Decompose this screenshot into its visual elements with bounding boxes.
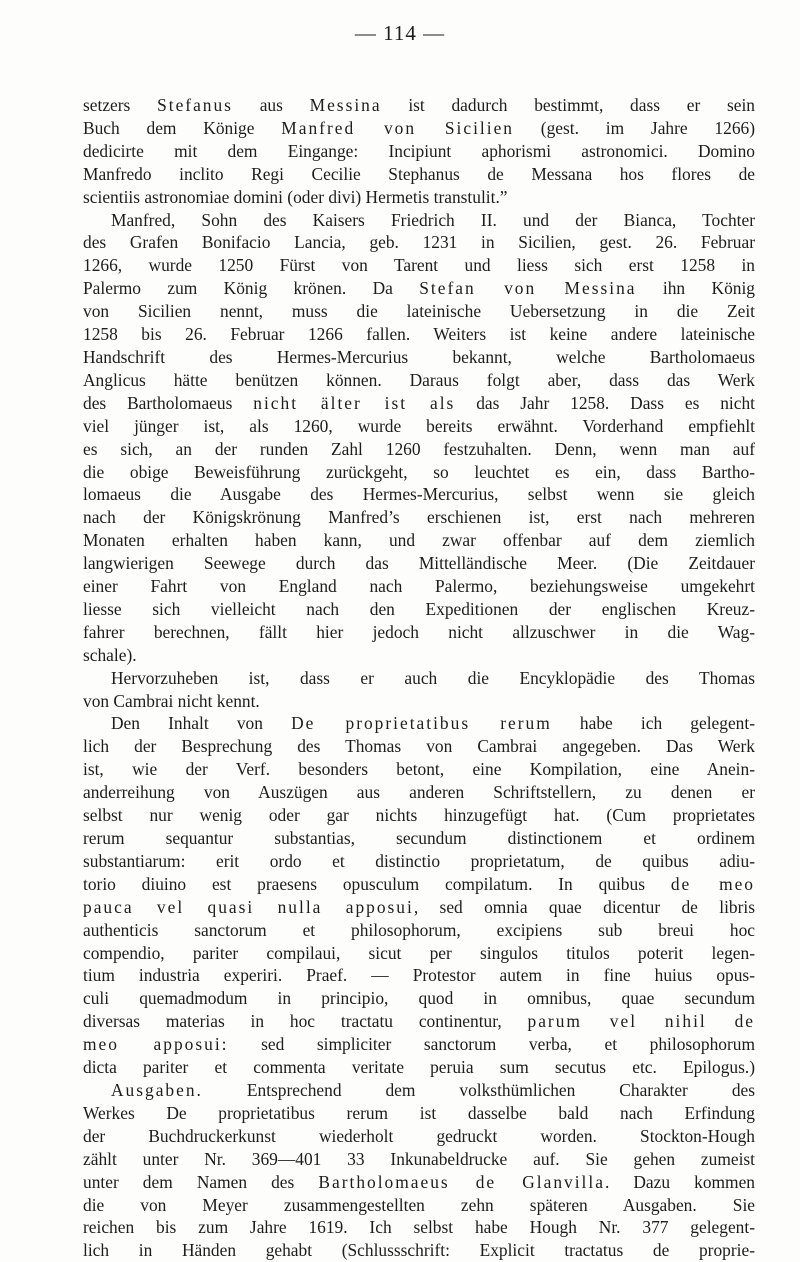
text-run: tium industria experiri. Praef. — Protestor autem in fine huius opus- — [83, 965, 755, 986]
text-run: lich in Händen gehabt (Schlussschrift: Explicit tractatus de proprie- — [83, 1240, 755, 1261]
text-run: Hervorzuheben ist, dass er auch die Encyklopädie des Thomas — [111, 667, 755, 688]
spaced-emphasis: de meo — [670, 873, 756, 894]
text-run: ist, wie der Verf. besonders betont, eine Kompilation, eine Anein- — [83, 759, 755, 780]
spaced-emphasis: Stefanus — [157, 95, 233, 115]
text-line — [83, 1239, 755, 1262]
text-run: fahrer berechnen, fällt hier jedoch nicht allzuschwer in die Wag- — [83, 621, 755, 642]
text-line — [83, 712, 755, 735]
text-run: ihn König — [636, 278, 755, 299]
text-run: von Cambrai nicht kennt. — [83, 690, 260, 711]
text-run: es sich, an der runden Zahl 1260 festzuhalten. Denn, wenn man auf — [83, 438, 755, 459]
text-run: diversas materias in hoc tractatu continentur, — [83, 1011, 528, 1032]
text-line — [83, 369, 755, 392]
text-line — [83, 827, 755, 850]
text-run: culi quemadmodum in principio, quod in omnibus, quae secundum — [83, 988, 755, 1009]
text-run: von Sicilien nennt, muss die lateinische Uebersetzung in die Zeit — [83, 301, 755, 322]
text-line — [83, 964, 755, 987]
text-line — [83, 873, 755, 896]
spaced-emphasis: Manfred von Sicilien — [281, 117, 514, 138]
text-run: einer Fahrt von England nach Palermo, beziehungsweise umgekehrt — [83, 576, 755, 597]
text-run: , sed omnia quae dicentur de libris — [413, 896, 756, 917]
text-run: Den Inhalt von — [111, 713, 292, 734]
text-line — [83, 483, 755, 506]
text-run: dicta pariter et commenta veritate peruia sum secutus etc. Epilogus.) — [83, 1057, 755, 1078]
text-run: selbst nur wenig oder gar nichts hinzugefügt hat. (Cum proprietates — [83, 805, 755, 826]
text-line — [83, 231, 755, 254]
text-run: Handschrift des Hermes-Mercurius bekannt, welche Bartholomaeus — [83, 346, 755, 367]
text-line — [83, 346, 755, 369]
text-run: rerum sequantur substantias, secundum distinctionem et ordinem — [83, 828, 755, 848]
text-run: liesse sich vielleicht nach den Expeditionen der englischen Kreuz- — [83, 598, 755, 619]
text-line — [83, 1171, 755, 1194]
spaced-emphasis: nicht älter ist als — [253, 392, 456, 413]
text-run: viel jünger ist, als 1260, wurde bereits erwähnt. Vorderhand empfiehlt — [83, 415, 755, 436]
text-run: Entsprechend dem volksthümlichen Charakter des — [202, 1079, 755, 1100]
text-line — [83, 163, 755, 186]
text-run: (gest. im Jahre 1266) — [514, 117, 756, 138]
text-line — [83, 667, 755, 690]
text-line — [83, 1102, 755, 1125]
text-run: lomaeus die Ausgabe des Hermes-Mercurius, selbst wenn sie gleich — [83, 484, 755, 505]
text-run: setzers — [83, 95, 158, 115]
text-run: ist dadurch bestimmt, dass er sein — [381, 95, 755, 115]
text-line — [83, 1010, 755, 1033]
text-line — [83, 209, 755, 232]
text-line — [83, 621, 755, 644]
text-run: langwierigen Seewege durch das Mittelländische Meer. (Die Zeitdauer — [83, 553, 755, 574]
text-run: nach der Königskrönung Manfred’s erschienen ist, erst nach mehreren — [83, 507, 755, 528]
text-line — [83, 804, 755, 827]
text-run: der Buchdruckerkunst wiederholt gedruckt worden. Stockton-Hough — [83, 1125, 755, 1146]
text-line — [83, 529, 755, 552]
text-run: Palermo zum König krönen. Da — [83, 278, 420, 299]
text-line — [83, 1033, 755, 1056]
text-line — [83, 461, 755, 484]
text-line — [83, 1079, 755, 1102]
text-run: schale). — [83, 644, 137, 665]
text-run: aus — [232, 95, 310, 115]
text-line — [83, 987, 755, 1010]
text-line — [83, 392, 755, 415]
text-line — [83, 1125, 755, 1148]
text-line — [83, 896, 755, 919]
text-run: die obige Beweisführung zurückgeht, so leuchtet es ein, dass Bartho- — [83, 461, 755, 482]
text-run: authenticis sanctorum et philosophorum, excipiens sub breui hoc — [83, 919, 755, 940]
text-run: Manfred, Sohn des Kaisers Friedrich II. und der Bianca, Tochter — [111, 209, 755, 230]
text-run: Monaten erhalten haben kann, und zwar offenbar auf dem ziemlich — [83, 530, 755, 551]
text-line — [83, 552, 755, 575]
text-line — [83, 140, 755, 163]
spaced-emphasis: De proprietatibus rerum — [291, 713, 552, 734]
text-run: torio diuino est praesens opusculum compilatum. In quibus — [83, 873, 671, 894]
text-line — [83, 94, 755, 117]
text-line — [83, 575, 755, 598]
text-line — [83, 1216, 755, 1239]
text-line — [83, 415, 755, 438]
text-line — [83, 735, 755, 758]
text-run: reichen bis zum Jahre 1619. Ich selbst habe Hough Nr. 377 gelegent- — [83, 1217, 755, 1238]
spaced-emphasis: Messina — [309, 95, 382, 115]
text-run: . Dazu kommen — [604, 1171, 755, 1192]
text-run: scientiis astronomiae domini (oder divi) Hermetis transtulit.” — [83, 186, 508, 207]
text-run: des Grafen Bonifacio Lancia, geb. 1231 in Sicilien, gest. 26. Februar — [83, 232, 755, 253]
text-line — [83, 506, 755, 529]
text-line — [83, 644, 755, 667]
text-line — [83, 1148, 755, 1171]
spaced-emphasis: Stefan von Messina — [419, 278, 637, 299]
text-line — [83, 277, 755, 300]
text-line — [83, 254, 755, 277]
text-line — [83, 919, 755, 942]
text-run: das Jahr 1258. Dass es nicht — [455, 392, 755, 413]
text-line — [83, 323, 755, 346]
text-line — [83, 690, 755, 713]
text-line — [83, 758, 755, 781]
text-line — [83, 1056, 755, 1079]
text-line — [83, 186, 755, 209]
text-run: Werkes De proprietatibus rerum ist dasselbe bald nach Erfindung — [83, 1102, 755, 1123]
text-run: zählt unter Nr. 369—401 33 Inkunabeldrucke auf. Sie gehen zumeist — [83, 1148, 755, 1169]
text-run: 1266, wurde 1250 Fürst von Tarent und liess sich erst 1258 in — [83, 255, 755, 276]
text-run: unter dem Namen des — [83, 1171, 319, 1192]
page-number-header: — 114 — — [354, 21, 446, 45]
text-run: dedicirte mit dem Eingange: Incipiunt aphorismi astronomici. Domino — [83, 140, 755, 161]
text-run: Manfredo inclito Regi Cecilie Stephanus de Messana hos flores de — [83, 163, 755, 184]
text-line — [83, 598, 755, 621]
text-line — [83, 850, 755, 873]
text-line — [83, 117, 755, 140]
text-run: die von Meyer zusammengestellten zehn späteren Ausgaben. Sie — [83, 1194, 755, 1215]
text-line — [83, 438, 755, 461]
text-run: anderreihung von Auszügen aus anderen Schriftstellern, zu denen er — [83, 782, 755, 803]
body-text — [83, 94, 755, 1262]
spaced-emphasis: pauca vel quasi nulla apposui — [83, 896, 414, 917]
text-run: substantiarum: erit ordo et distinctio proprietatum, de quibus adiu- — [83, 850, 755, 871]
text-line — [83, 300, 755, 323]
text-line — [83, 781, 755, 804]
text-run: compendio, pariter compilaui, sicut per singulos titulos poterit legen- — [83, 942, 755, 963]
text-run: Buch dem Könige — [83, 117, 282, 138]
text-run: des Bartholomaeus — [83, 392, 254, 413]
spaced-emphasis: meo apposui: — [83, 1034, 229, 1055]
text-run: sed simpliciter sanctorum verba, et philosophorum — [228, 1034, 755, 1055]
spaced-emphasis: Ausgaben. — [111, 1079, 203, 1100]
text-run: lich der Besprechung des Thomas von Cambrai angegeben. Das Werk — [83, 736, 755, 757]
text-line — [83, 1194, 755, 1217]
text-run: Anglicus hätte benützen können. Daraus folgt aber, dass das Werk — [83, 369, 755, 390]
spaced-emphasis: parum vel nihil de — [527, 1011, 755, 1032]
text-line — [83, 942, 755, 965]
spaced-emphasis: Bartholomaeus de Glanvilla — [318, 1171, 605, 1192]
text-run: 1258 bis 26. Februar 1266 fallen. Weiters ist keine andere lateinische — [83, 324, 755, 345]
text-run: habe ich gelegent- — [551, 713, 755, 734]
